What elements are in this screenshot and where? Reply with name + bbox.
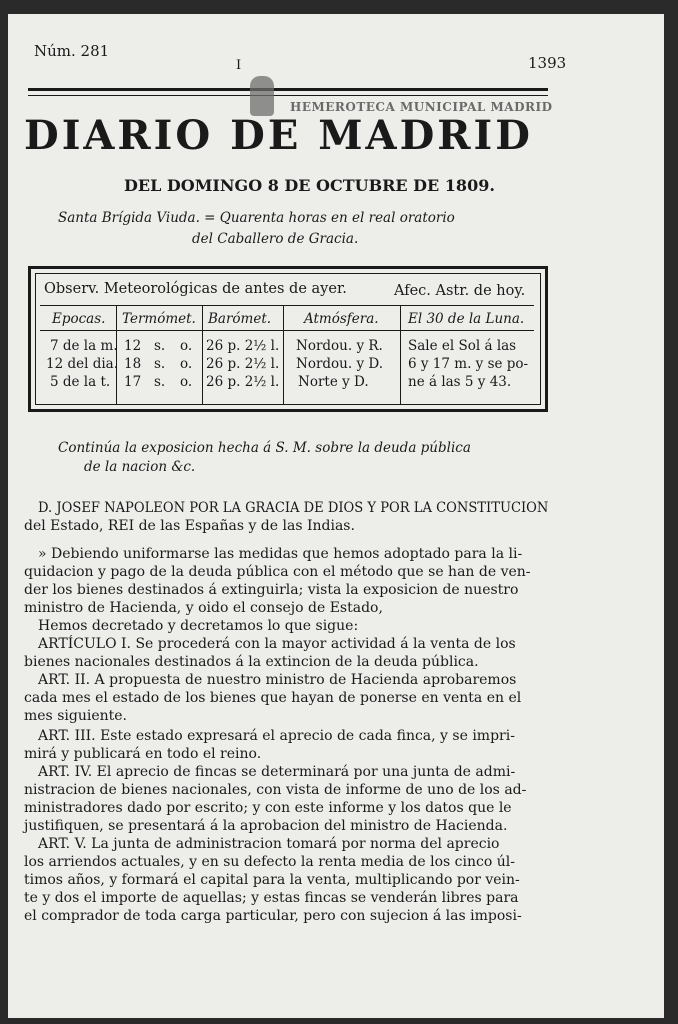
table-cell: 26 p. 2½ l. — [206, 338, 280, 354]
column-divider — [283, 305, 284, 405]
column-header: Atmósfera. — [304, 311, 379, 327]
library-stamp-text: HEMEROTECA MUNICIPAL MADRID — [290, 100, 553, 114]
body-line: ART. IV. El aprecio de fincas se determinará por una junta de admi- — [38, 764, 516, 780]
column-header: Epocas. — [52, 311, 106, 327]
body-line: Hemos decretado y decretamos lo que sigue: — [38, 618, 359, 634]
astro-line: Sale el Sol á las — [408, 338, 517, 354]
issue-date: DEL DOMINGO 8 DE OCTUBRE DE 1809. — [124, 176, 495, 195]
column-header: El 30 de la Luna. — [408, 311, 525, 327]
body-line: mirá y publicará en todo el reino. — [24, 746, 262, 762]
article-intro-line2: de la nacion &c. — [84, 459, 196, 475]
page-number: 1393 — [528, 54, 567, 72]
body-line: del Estado, REI de las Españas y de las Indias. — [24, 518, 355, 534]
body-line: te y dos el importe de aquellas; y estas fincas se venderán libres para — [24, 890, 519, 906]
article-intro-line1: Continúa la exposicion hecha á S. M. sobre la deuda pública — [58, 440, 471, 456]
table-cell: o. — [180, 356, 193, 372]
body-line: » Debiendo uniformarse las medidas que hemos adoptado para la li- — [38, 546, 523, 562]
body-line: timos años, y formará el capital para la venta, multiplicando por vein- — [24, 872, 520, 888]
table-cell: o. — [180, 338, 193, 354]
table-cell: 5 de la t. — [50, 374, 111, 390]
table-cell: 12 del dia. — [46, 356, 119, 372]
body-line: nistracion de bienes nacionales, con vista de informe de uno de los ad- — [24, 782, 527, 798]
body-line: bienes nacionales destinados á la extincion de la deuda pública. — [24, 654, 479, 670]
table-cell: Nordou. y R. — [296, 338, 383, 354]
body-line: ART. V. La junta de administracion tomará por norma del aprecio — [38, 836, 500, 852]
body-line: D. JOSEF NAPOLEON POR LA GRACIA DE DIOS Y POR LA CONSTITUCION — [38, 500, 549, 516]
body-line: quidacion y pago de la deuda pública con el método que se han de ven- — [24, 564, 531, 580]
table-cell: 26 p. 2½ l. — [206, 374, 280, 390]
table-cell: s. — [154, 356, 166, 372]
saint-of-day-line1: Santa Brígida Viuda. = Quarenta horas en el real oratorio — [58, 210, 455, 226]
column-header: Barómet. — [208, 311, 272, 327]
masthead-title: DIARIO DE MADRID — [24, 112, 533, 159]
astro-line: ne á las 5 y 43. — [408, 374, 512, 390]
body-line: ARTÍCULO I. Se procederá con la mayor actividad á la venta de los — [38, 636, 516, 652]
table-cell: 17 — [124, 374, 142, 390]
table-cell: Nordou. y D. — [296, 356, 383, 372]
body-line: los arriendos actuales, y en su defecto la renta media de los cinco úl- — [24, 854, 515, 870]
body-line: ART. III. Este estado expresará el aprecio de cada finca, y se impri- — [38, 728, 515, 744]
table-cell: 26 p. 2½ l. — [206, 356, 280, 372]
table-cell: 18 — [124, 356, 142, 372]
table-rule — [40, 330, 534, 331]
body-line: ministradores dado por escrito; y con este informe y los datos que le — [24, 800, 512, 816]
table-cell: 12 — [124, 338, 142, 354]
table-cell: s. — [154, 374, 166, 390]
table-cell: o. — [180, 374, 193, 390]
masthead-rule — [28, 88, 548, 96]
weather-heading: Observ. Meteorológicas de antes de ayer. — [44, 281, 347, 297]
astro-line: 6 y 17 m. y se po- — [408, 356, 529, 372]
table-rule — [40, 305, 534, 306]
body-line: ministro de Hacienda, y oido el consejo de Estado, — [24, 600, 383, 616]
library-stamp-icon — [250, 76, 274, 116]
header-mark: I — [236, 58, 242, 73]
body-line: cada mes el estado de los bienes que hayan de ponerse en venta en el — [24, 690, 522, 706]
body-line: der los bienes destinados á extinguirla; vista la exposicion de nuestro — [24, 582, 519, 598]
body-line: justifiquen, se presentará á la aprobacion del ministro de Hacienda. — [24, 818, 508, 834]
column-divider — [116, 305, 117, 405]
column-divider — [202, 305, 203, 405]
table-cell: s. — [154, 338, 166, 354]
table-cell: 7 de la m. — [50, 338, 118, 354]
column-divider — [400, 305, 401, 405]
column-header: Termómet. — [122, 311, 196, 327]
saint-of-day-line2: del Caballero de Gracia. — [192, 231, 359, 247]
body-line: ART. II. A propuesta de nuestro ministro de Hacienda aprobaremos — [38, 672, 517, 688]
astro-heading: Afec. Astr. de hoy. — [394, 283, 526, 299]
body-line: el comprador de toda carga particular, pero con sujecion á las imposi- — [24, 908, 522, 924]
body-line: mes siguiente. — [24, 708, 127, 724]
issue-number: Núm. 281 — [34, 42, 110, 60]
table-cell: Norte y D. — [298, 374, 369, 390]
